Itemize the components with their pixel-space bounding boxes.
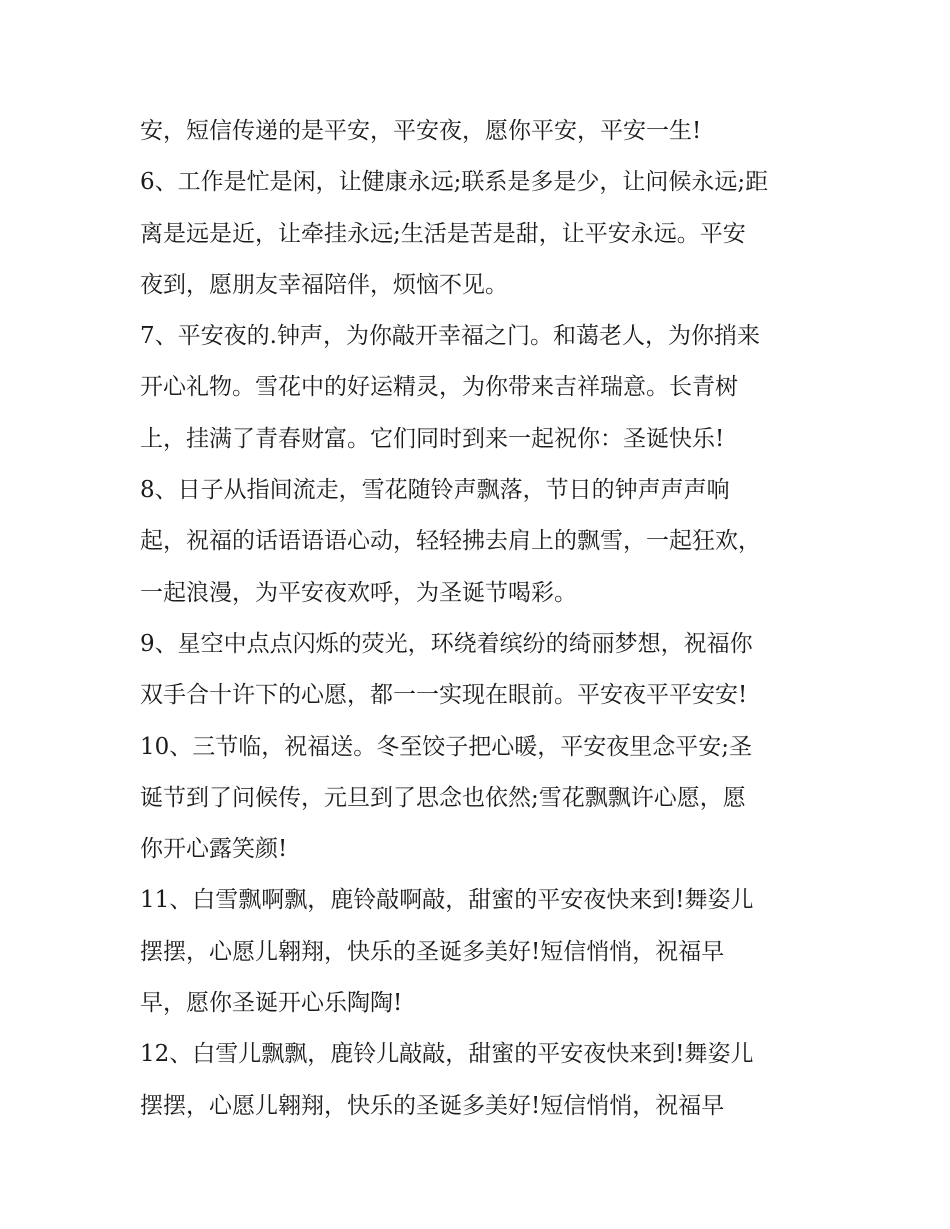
text-line: 上，挂满了青春财富。它们同时到来一起祝你：圣诞快乐! bbox=[140, 425, 725, 452]
text-line: 双手合十许下的心愿，都一一实现在眼前。平安夜平平安安! bbox=[140, 682, 748, 709]
text-line: 起，祝福的话语语语心动，轻轻拂去肩上的飘雪，一起狂欢， bbox=[140, 528, 761, 555]
text-line: 8、日子从指间流走，雪花随铃声飘落，节日的钟声声声响 bbox=[140, 477, 730, 504]
text-line: 你开心露笑颜! bbox=[140, 836, 288, 863]
text-line: 11、白雪飘啊飘，鹿铃敲啊敲，甜蜜的平安夜快来到!舞姿儿 bbox=[140, 887, 754, 914]
text-line: 早，愿你圣诞开心乐陶陶! bbox=[140, 990, 403, 1017]
text-line: 6、工作是忙是闲，让健康永远;联系是多是少，让问候永远;距 bbox=[140, 169, 769, 196]
text-line: 诞节到了问候传，元旦到了思念也依然;雪花飘飘许心愿，愿 bbox=[140, 784, 746, 811]
text-line: 离是远是近，让牵挂永远;生活是苦是甜，让平安永远。平安 bbox=[140, 220, 746, 247]
document-body bbox=[140, 106, 820, 1132]
text-line: 9、星空中点点闪烁的荧光，环绕着缤纷的绮丽梦想，祝福你 bbox=[140, 630, 753, 657]
text-line: 摆摆，心愿儿翱翔，快乐的圣诞多美好!短信悄悄，祝福早 bbox=[140, 1092, 725, 1119]
text-line: 夜到，愿朋友幸福陪伴，烦恼不见。 bbox=[140, 271, 508, 298]
text-line: 摆摆，心愿儿翱翔，快乐的圣诞多美好!短信悄悄，祝福早 bbox=[140, 938, 725, 965]
text-line: 12、白雪儿飘飘，鹿铃儿敲敲，甜蜜的平安夜快来到!舞姿儿 bbox=[140, 1041, 754, 1068]
text-line: 7、平安夜的.钟声，为你敲开幸福之门。和蔼老人，为你捎来 bbox=[140, 323, 760, 350]
text-line: 10、三节临，祝福送。冬至饺子把心暖，平安夜里念平安;圣 bbox=[140, 733, 753, 760]
text-line: 安，短信传递的是平安，平安夜，愿你平安，平安一生! bbox=[140, 118, 702, 144]
text-line: 一起浪漫，为平安夜欢呼，为圣诞节喝彩。 bbox=[140, 579, 577, 606]
text-line: 开心礼物。雪花中的好运精灵，为你带来吉祥瑞意。长青树 bbox=[140, 374, 738, 401]
